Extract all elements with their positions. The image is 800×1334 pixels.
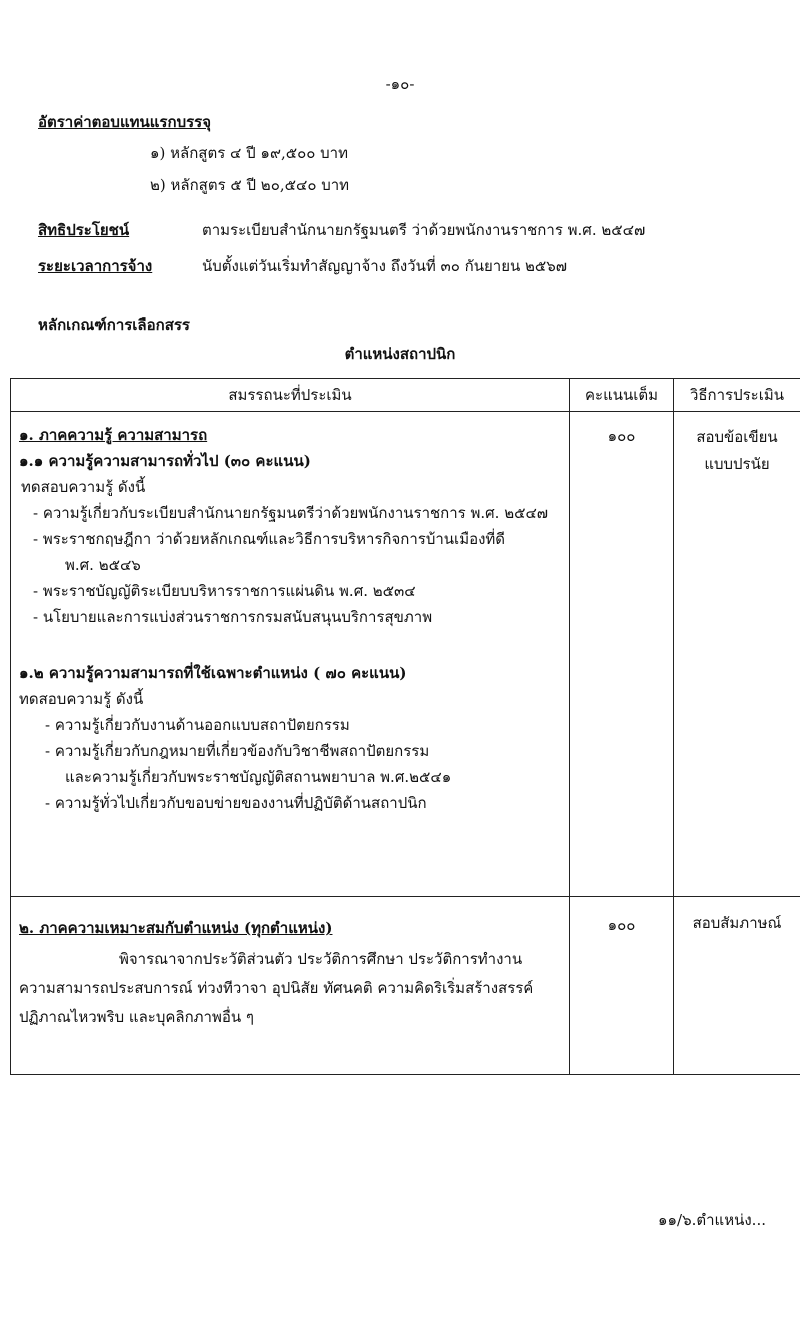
list-item: - นโยบายและการแบ่งส่วนราชการกรมสนับสนุนบริการสุขภาพ	[33, 608, 433, 626]
section2-method: สอบสัมภาษณ์	[692, 914, 782, 932]
section1-score: ๑๐๐	[607, 427, 636, 445]
list-item: - ความรู้เกี่ยวกับระเบียบสำนักนายกรัฐมนตรีว่าด้วยพนักงานราชการ พ.ศ. ๒๕๔๗	[33, 504, 549, 522]
section2-score-cell	[570, 897, 674, 1075]
table-row	[11, 897, 800, 1075]
sub2-title: ๑.๒ ความรู้ความสามารถที่ใช้เฉพาะตำแหน่ง ( ๗๐ คะแนน)	[19, 664, 407, 682]
term-label: ระยะเวลาการจ้าง	[38, 257, 153, 275]
list-item: - ความรู้เกี่ยวกับงานด้านออกแบบสถาปัตยกรรม	[45, 716, 350, 734]
header-full-score: คะแนนเต็ม	[570, 379, 674, 412]
salary-item-1: ๑) หลักสูตร ๔ ปี ๑๙,๕๐๐ บาท	[150, 144, 348, 162]
salary-heading: อัตราค่าตอบแทนแรกบรรจุ	[38, 113, 211, 131]
list-item: พ.ศ. ๒๕๔๖	[65, 556, 141, 574]
list-item: - ความรู้เกี่ยวกับกฎหมายที่เกี่ยวข้องกับวิชาชีพสถาปัตยกรรม	[45, 742, 430, 760]
section2-body-rest: ความสามารถประสบการณ์ ท่วงทีวาจา อุปนิสัย ทัศนคติ ความคิดริเริ่มสร้างสรรค์ ปฏิภาณไหวพริบ และบุคลิกภาพอื่น ๆ	[19, 979, 534, 1026]
section1-content	[11, 412, 570, 897]
table-header-row	[11, 379, 800, 412]
page-number: -๑๐-	[385, 75, 415, 93]
section1-score-cell	[570, 412, 674, 897]
section2-title: ๒. ภาคความเหมาะสมกับตำแหน่ง (ทุกตำแหน่ง)	[19, 919, 333, 937]
sub1-intro: ทดสอบความรู้ ดังนี้	[21, 478, 146, 496]
sub1-title: ๑.๑ ความรู้ความสามารถทั่วไป (๓๐ คะแนน)	[19, 452, 311, 470]
section1-method-line1: สอบข้อเขียน	[696, 428, 778, 446]
section2-score: ๑๐๐	[607, 916, 636, 934]
section1-method-line2: แบบปรนัย	[704, 455, 770, 473]
criteria-heading: หลักเกณฑ์การเลือกสรร	[38, 316, 190, 334]
footer-continuation: ๑๑/๖.ตำแหน่ง...	[658, 1211, 766, 1229]
list-item: - พระราชบัญญัติระเบียบบริหารราชการแผ่นดิน พ.ศ. ๒๕๓๔	[33, 582, 416, 600]
criteria-table	[10, 378, 800, 1075]
position-title: ตำแหน่งสถาปนิก	[344, 345, 456, 363]
term-value: นับตั้งแต่วันเริ่มทำสัญญาจ้าง ถึงวันที่ ๓๐ กันยายน ๒๕๖๗	[202, 257, 568, 275]
section2-body-lead: พิจารณาจากประวัติส่วนตัว ประวัติการศึกษา ประวัติการทำงาน	[119, 950, 523, 968]
list-item: - ความรู้ทั่วไปเกี่ยวกับขอบข่ายของงานที่ปฏิบัติด้านสถาปนิก	[45, 794, 427, 812]
table-row	[11, 412, 800, 897]
salary-item-2: ๒) หลักสูตร ๕ ปี ๒๐,๕๔๐ บาท	[150, 176, 350, 194]
section1-title: ๑. ภาคความรู้ ความสามารถ	[19, 426, 208, 444]
list-item: และความรู้เกี่ยวกับพระราชบัญญัติสถานพยาบาล พ.ศ.๒๕๔๑	[65, 768, 452, 786]
section2-method-cell	[674, 897, 800, 1075]
benefits-label: สิทธิประโยชน์	[38, 221, 130, 239]
sub2-intro: ทดสอบความรู้ ดังนี้	[19, 690, 144, 708]
benefits-value: ตามระเบียบสำนักนายกรัฐมนตรี ว่าด้วยพนักงานราชการ พ.ศ. ๒๕๔๗	[202, 221, 646, 239]
header-competency: สมรรถนะที่ประเมิน	[11, 379, 570, 412]
header-method: วิธีการประเมิน	[674, 379, 800, 412]
list-item: - พระราชกฤษฎีกา ว่าด้วยหลักเกณฑ์และวิธีการบริหารกิจการบ้านเมืองที่ดี	[33, 530, 506, 548]
section1-method-cell	[674, 412, 800, 897]
section2-content	[11, 897, 570, 1075]
